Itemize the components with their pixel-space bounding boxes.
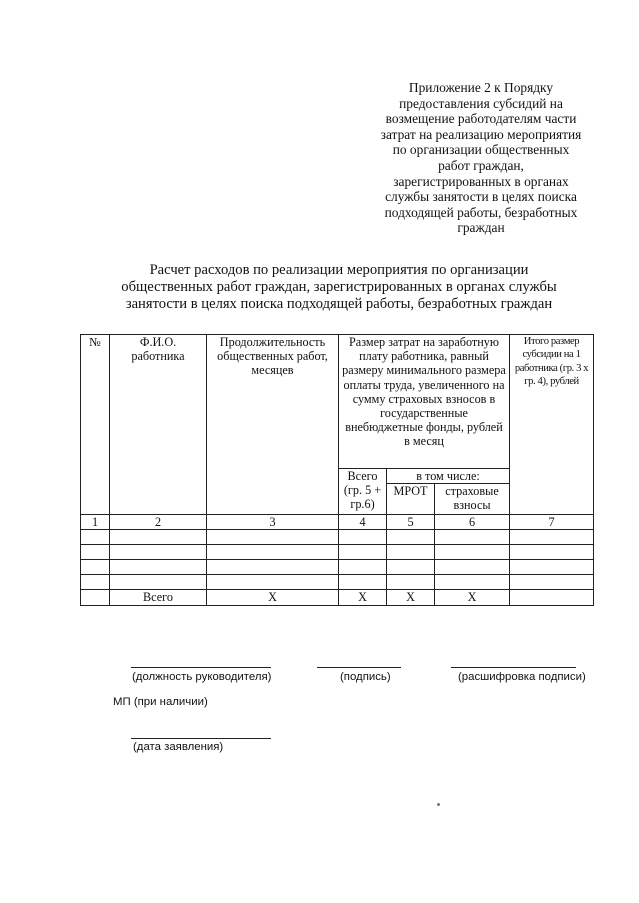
table-cell[interactable] [81,560,110,575]
appendix-line: службы занятости в целях поиска [385,189,577,205]
appendix-line: работ граждан, [438,157,524,173]
total-cell [510,590,594,605]
column-number: 7 [510,515,594,530]
table-row [81,560,594,575]
signature-label: (подпись) [340,671,391,683]
header-fio: Ф.И.О. работника [110,335,207,515]
column-number: 5 [387,515,435,530]
appendix-line: предоставления субсидий на [399,95,563,111]
table-cell[interactable] [81,530,110,545]
calculation-table [80,334,594,606]
calculation-title [96,262,582,313]
total-row [81,590,594,605]
appendix-line: затрат на реализацию мероприятия [380,126,582,142]
header-cost: Размер затрат на заработную плату работника, равный размеру минимального размера оплаты труда, увеличенного на сумму страховых взносов в государственные внебюджетные фонды, рублей в месяц [339,335,510,469]
header-duration: Продолжительность общественных работ, месяцев [207,335,339,515]
total-cell [81,590,110,605]
column-number: 3 [207,515,339,530]
table-cell[interactable] [110,530,207,545]
table-cell[interactable] [435,560,510,575]
signature-line[interactable] [317,667,401,668]
header-total-col: Всего (гр. 5 + гр.6) [339,469,387,515]
table-cell[interactable] [435,575,510,590]
appendix-line: граждан [457,220,505,236]
title-line: занятости в целях поиска подходящей работы, безработных граждан [125,296,553,312]
table-cell[interactable] [207,545,339,560]
table-cell[interactable] [110,575,207,590]
date-label: (дата заявления) [133,741,224,753]
table-cell[interactable] [387,560,435,575]
table-cell[interactable] [510,575,594,590]
date-line[interactable] [131,738,271,739]
table-cell[interactable] [510,545,594,560]
header-row [81,335,594,469]
appendix-line: по организации общественных [392,142,570,158]
table-cell[interactable] [387,530,435,545]
total-cell: Х [435,590,510,605]
table-row [81,575,594,590]
table-cell[interactable] [81,545,110,560]
table-cell[interactable] [207,530,339,545]
column-number-row [81,515,594,530]
table-cell[interactable] [387,575,435,590]
appendix-line: подходящей работы, безработных [384,204,578,220]
appendix-header [356,80,606,236]
table-cell[interactable] [510,560,594,575]
position-label: (должность руководителя) [132,671,272,683]
header-including: в том числе: [387,469,510,484]
table-cell[interactable] [110,545,207,560]
appendix-line: Приложение 2 к Порядку [408,80,554,95]
table-cell[interactable] [435,545,510,560]
table-cell[interactable] [339,545,387,560]
appendix-line: зарегистрированных в органах [393,173,569,189]
table-cell[interactable] [81,575,110,590]
decoding-label: (расшифровка подписи) [458,671,586,683]
decoding-line[interactable] [451,667,576,668]
total-label: Всего [110,590,207,605]
header-total-per-worker: Итого размер субсидии на 1 работника (гр. 3 х гр. 4), рублей [510,335,594,515]
column-number: 4 [339,515,387,530]
total-cell: Х [387,590,435,605]
table-cell[interactable] [339,530,387,545]
title-line: общественных работ граждан, зарегистрированных в органах службы [121,279,557,295]
table-cell[interactable] [435,530,510,545]
total-cell: Х [339,590,387,605]
appendix-line: возмещение работодателям части [385,111,577,127]
header-insurance: страховые взносы [435,484,510,515]
header-mrot: МРОТ [387,484,435,515]
table-cell[interactable] [339,560,387,575]
table-cell[interactable] [387,545,435,560]
position-line[interactable] [131,667,271,668]
table-row [81,530,594,545]
table-row [81,545,594,560]
table-cell[interactable] [339,575,387,590]
header-num: № [81,335,110,515]
table-cell[interactable] [510,530,594,545]
table-cell[interactable] [207,575,339,590]
column-number: 2 [110,515,207,530]
column-number: 6 [435,515,510,530]
table-cell[interactable] [207,560,339,575]
scan-speck [437,803,440,806]
stamp-label: МП (при наличии) [113,696,208,708]
column-number: 1 [81,515,110,530]
table-cell[interactable] [110,560,207,575]
total-cell: Х [207,590,339,605]
title-line: Расчет расходов по реализации мероприятия по организации [149,262,529,278]
